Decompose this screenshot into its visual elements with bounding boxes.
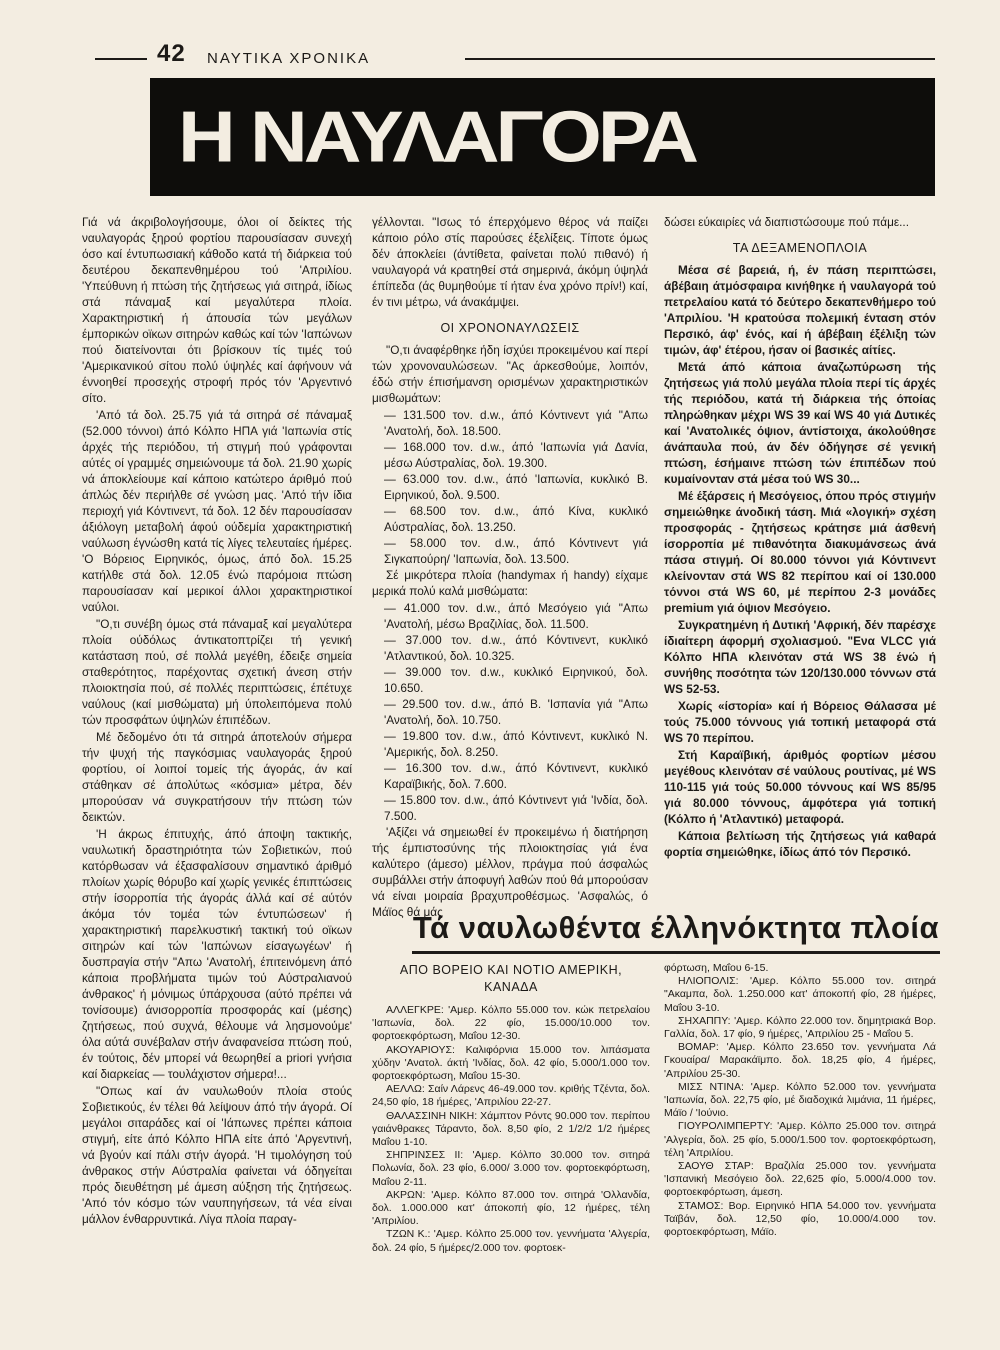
fixture-entry: ΑΛΛΕΓΚΡΕ: 'Αμερ. Κόλπο 55.000 τον. κώκ πετρελαίου 'Ιαπωνία, δολ. 22 φίο, 15.000/10.000 τον. φορτοεκφόρτωση, Μαΐου 12-30. [372, 1004, 650, 1043]
charter-rate-item: — 63.000 τον. d.w., άπό 'Ιαπωνία, κυκλικό Β. Ειρηνικού, δολ. 9.500. [384, 472, 648, 502]
fixture-entry: ΣΑΟΥΘ ΣΤΑΡ: Βραζιλία 25.000 τον. γεννήματα 'Ισπανική Μεσόγειο δολ. 22,625 φίο, 5.000/4.000 τον. φορτοεκφόρτωση, άμεση. [664, 1160, 936, 1199]
article-column-3 [664, 214, 936, 861]
fixture-entry: ΗΛΙΟΠΟΛΙΣ: 'Αμερ. Κόλπο 55.000 τον. σιτηρά "Ακαμπα, δολ. 1.250.000 κατ' άποκοπή φίο, 28 ήμέρες, Μαΐου 3-10. [664, 975, 936, 1014]
paragraph: Γιά νά άκριβολογήσουμε, όλοι οί δείκτες τής ναυλαγοράς ξηρού φορτίου παρουσίασαν συνεχή όσο καί έντυπωσιακή κάθοδο κατά τή διάρκεια τού δευτέρου δεκαπενθημέρου τού 'Απριλίου. 'Υπεύθυνη ή πτώση τής ζητήσεως γιά σιτηρά, ίδίως στά πάναμαξ καί μεγαλύτερα πλοία. Χαρακτηριστική ή άπουσία τών μεγάλων έμπορικών οϊκων σιτηρών καθώς καί τών 'Ιαπώνων πού διατείνονται ότι βρίσκουν τίς τιμές τού 'Αμερικανικού σίτου πολύ ύψηλές καί άφήνουν νά έννοηθεί προσεχής στροφή πρός τόν 'Αργεντινό σίτο. [82, 215, 352, 405]
page-header [95, 40, 935, 72]
charter-rate-item: — 37.000 τον. d.w., άπό Κόντινεντ, κυκλικό 'Ατλαντικού, δολ. 10.325. [384, 633, 648, 663]
charter-rate-item: — 39.000 τον. d.w., κυκλικό Ειρηνικού, δολ. 10.650. [384, 665, 648, 695]
fixtures-heading-block [412, 908, 940, 954]
paragraph: Μέ έξάρσεις ή Μεσόγειος, όπου πρός στιγμήν σημειώθηκε άνοδική τάση. Μιά «λογική» σχέση προσφοράς - ζητήσεως κράτησε μιά άσθενή ίσορροπία μέ πιθανότητα διακυμάνσεως άνά πάσα στιγμή. Οί 80.000 τόννοι γιά Κόντινεντ κλείνονταν στά WS 82 περίπου καί οί 130.000 τόννοι στά WS 60, μέ περίπου 2-3 μονάδες premium γιά όψιον Μεσόγειο. [664, 489, 936, 615]
fixture-entry: ΑΚΡΩΝ: 'Αμερ. Κόλπο 87.000 τον. σιτηρά 'Ολλανδία, δολ. 1.000.000 κατ' άποκοπή φίο, 12 ήμέρες, τέλη 'Απριλίου. [372, 1188, 650, 1228]
paragraph: 'Η άκρως έπιτυχής, άπό άποψη τακτικής, ναυλωτική δραστηριότητα τών Σοβιετικών, πού κατόρθωσαν νά έξασφαλίσουν σημαντικό άριθμό πλοίων χωρίς θόρυβο καί χωρίς γενικές έπιπτώσεις στήν ίσορροπία τής άγοράς άλλά καί σέ αύτόν άκόμα τόν τομέα τών έντυπώσεων' ή χαρακτηριστική παρελκυστική τακτική τού οϊκων σιτηρών καί τών 'Ιαπώνων είσαγωγέων' ή δυσπραγία στήν "Απω 'Ανατολή, έπιτεινόμενη άπό κάποια προβλήματα τιμών τού Αύστραλιανού άνθρακος' ή μόνιμως ύπάρχουσα (αύτό πρέπει νά τονίσουμε) άνισορροπία προσφοράς καί (μέσης) ζητήσεως, πού συχνά, θέλουμε νά λησμονούμε' όλα αύτά συνέβαλαν στήν άναφανείσα πτώση πού, έν τούτοις, δέν μπορεί νά θεωρηθεί a priori γνήσια καί διαρκείας — τουλάχιστον σήμερα!... [82, 827, 352, 1081]
section-heading-time-charters: ΟΙ ΧΡΟΝΟΝΑΥΛΩΣΕΙΣ [440, 321, 580, 335]
page-number: 42 [157, 40, 186, 67]
fixture-entry: ΜΙΣΣ ΝΤΙΝΑ: 'Αμερ. Κόλπο 52.000 τον. γεννήματα 'Ιαπωνία, δολ. 22,75 φίο, μέ διαδοχικά λιμάνια, 11 ήμέρες, Μάϊο / 'Ιούνιο. [664, 1080, 936, 1120]
fixtures-column-left [372, 962, 650, 1255]
paragraph: "Ο,τι συνέβη όμως στά πάναμαξ καί μεγαλύτερα πλοία ούδόλως άντικατοπτρίζει τή γενική κατάσταση πού, σέ πολλά μεγέθη, έδειξε σημεία σταθερότητος, παρέχοντας σχετική άνεση στήν πλοιοκτησία πού, σέ πολλές περιπτώσεις, έπέτυχε ναύλους (καί μισθώματα) μή ύπολειπόμενα πολύ τών προσφάτων ύψηλών έπιπέδων. [82, 617, 352, 727]
fixture-entry: ΓΙΟΥΡΟΛΙΜΠΕΡΤΥ: 'Αμερ. Κόλπο 25.000 τον. σιτηρά 'Αλγερία, δολ. 25 φίο, 5.000/1.500 τον. φορτοεκφόρτωση, τέλη 'Απριλίου. [664, 1120, 936, 1159]
article-column-1 [82, 214, 352, 1228]
title-banner [150, 78, 935, 196]
magazine-title: ΝΑΥΤΙΚΑ ΧΡΟΝΙΚΑ [207, 50, 371, 67]
charter-rate-item: — 131.500 τον. d.w., άπό Κόντινεντ γιά "Απω 'Ανατολή, δολ. 18.500. [384, 408, 648, 438]
paragraph: 'Από τά δολ. 25.75 γιά τά σιτηρά σέ πάναμαξ (52.000 τόννοι) άπό Κόλπο ΗΠΑ γιά 'Ιαπωνία στίς άρχές τής περιόδου, τή στιγμή πού γράφονται αύτές οί γραμμές σημειώνουμε τά δολ. 21.90 χωρίς νά άποκλείουμε καί κάποιο κατώτερο άριθμό πού άπλώς δέν περιήλθε σέ γνώση μας. 'Από τήν ίδια περιοχή γιά Κόντινεντ, τά δολ. 12 δέν παρουσίασαν άξιόλογη μεταβολή άφού ούδεμία χαρακτηριστική ναύλωση έγνώσθη κατά τίς λίγες τελευταίες ήμέρες. 'Ο Βόρειος Ειρηνικός, όμως, άπό δολ. 15.25 κατήλθε στά δολ. 12.05 ένώ παρόμοια πτώση παρουσίασαν καί μερικοί άλλοι χαρακτηριστικοί ναύλοι. [82, 408, 352, 614]
fixtures-heading: Τά ναυλωθέντα έλληνόκτητα πλοία [412, 910, 940, 945]
paragraph: Μέ δεδομένο ότι τά σιτηρά άποτελούν σήμερα τήν ψυχή τής παγκόσμιας ναυλαγοράς ξηρού φορτίου, οί λοιποί τομείς τής άγοράς, άν καί στάθηκαν σέ άπολύτως «κόσμια» μέτρα, δέν μπορούσαν νά συγκρατήσουν τήν πτώση τών δεικτών. [82, 730, 352, 824]
fixture-entry: ΒΟΜΑΡ: 'Αμερ. Κόλπο 23.650 τον. γεννήματα Λά Γκουαίρα/ Μαρακάϊμπο. δολ. 18,25 φίο, 4 ήμέρες, 'Απριλίου 25-30. [664, 1041, 936, 1080]
fixtures-column-right [664, 962, 936, 1239]
charter-rate-item: — 58.000 τον. d.w., άπό Κόντινεντ γιά Σιγκαπούρη/ 'Ιαπωνία, δολ. 13.500. [384, 536, 648, 566]
charter-rate-item: — 29.500 τον. d.w., άπό Β. 'Ισπανία γιά "Απω 'Ανατολή, δολ. 10.750. [384, 697, 648, 727]
paragraph: Χωρίς «ίστορία» καί ή Βόρειος Θάλασσα μέ τούς 75.000 τόννους γιά τοπική μεταφορά στά WS 70 περίπου. [664, 699, 936, 745]
section-heading-tankers: ΤΑ ΔΕΞΑΜΕΝΟΠΛΟΙΑ [732, 241, 868, 255]
paragraph: 'Αξίζει νά σημειωθεί έν προκειμένω ή διατήρηση τής έμπιστοσύνης τής πλοιοκτησίας γιά ένα καλύτερο (άμεσο) μέλλον, πράγμα πού άσφαλώς συμβάλλει στήν άποφυγή λαθών πού θά μπορούσαν νά είναι μοιραία βραχυπροθέσμως. 'Ασφαλώς, ό Μάϊος θά μάς [372, 825, 648, 919]
paragraph: Σέ μικρότερα πλοία (handymax ή handy) είχαμε μερικά πολύ καλά μισθώματα: [372, 568, 648, 598]
paragraph: γέλλονται. "Ισως τό έπερχόμενο θέρος νά παίζει κάποιο ρόλο στίς παρούσες έξελίξεις. Τίποτε όμως δέν άποκλείει (άντίθετα, φαίνεται πολύ πιθανό) ή ναυλαγορά νά κρατηθεί στά σημερινά, άκόμη ύψηλά έπίπεδα (άς θυμηθούμε τί ήταν ένα χρόνο πρίν!) καί, έν τινι μέτρω, νά άνακάμψει. [372, 215, 648, 309]
charter-rate-item: — 168.000 τον. d.w., άπό 'Ιαπωνία γιά Δανία, μέσω Αύστραλίας, δολ. 19.300. [384, 440, 648, 470]
charter-rate-item: — 19.800 τον. d.w., άπό Κόντινεντ, κυκλικό Ν. 'Αμερικής, δολ. 8.250. [384, 729, 648, 759]
charter-rate-item: — 16.300 τον. d.w., άπό Κόντινεντ, κυκλικό Καραϊβικής, δολ. 7.600. [384, 761, 648, 791]
paragraph: "Ο,τι άναφέρθηκε ήδη ίσχύει προκειμένου καί περί τών χρονοναυλώσεων. "Ας άρκεσθούμε, λοιπόν, έδώ στήν έπισήμανση ορισμένων χαρακτηριστικών μισθωμάτων: [372, 343, 648, 405]
charter-rate-item: — 41.000 τον. d.w., άπό Μεσόγειο γιά "Απω 'Ανατολή, μέσω Βραζιλίας, δολ. 11.500. [384, 601, 648, 631]
fixture-entry: ΤΖΩΝ Κ.: 'Αμερ. Κόλπο 25.000 τον. γεννήματα 'Αλγερία, δολ. 24 φίο, 5 ήμέρες/2.000 τον. φορτοεκ- [372, 1228, 650, 1254]
fixture-entry: ΘΑΛΑΣΣΙΝΗ ΝΙΚΗ: Χάμπτον Ρόντς 90.000 τον. περίπου γαιάνθρακες Τάραντο, δολ. 8,50 φίο, 2 1/2/2 1/2 ήμέρες Μαΐου 1-10. [372, 1109, 650, 1149]
fixture-entry: ΑΕΛΛΩ: Σαίν Λάρενς 46-49.000 τον. κριθής Τζέντα, δολ. 24,50 φίο, 18 ήμέρες, 'Απριλίου 22-27. [372, 1083, 650, 1109]
fixture-entry: ΑΚΟΥΑΡΙΟΥΣ: Καλιφόρνια 15.000 τον. λιπάσματα χύδην 'Ανατολ. άκτή 'Ινδίας, δολ. 42 φίο, 5.000/1.000 τον. φορτοεκφόρτωση, Μαΐου 15-30. [372, 1043, 650, 1083]
article-title: Η ΝΑΥΛΑΓΟΡΑ [178, 96, 696, 177]
paragraph: Στή Καραϊβική, άριθμός φορτίων μέσου μεγέθους κλεινόταν σέ ναύλους ρουτίνας, μέ WS 110-115 γιά τούς 50.000 τόννους καί WS 85/95 γιά 80.000 τόννους, άμφότερα γιά τοπική (Κόλπο ή 'Ατλαντικό) μεταφορά. [664, 748, 936, 826]
heading-underline [412, 951, 940, 954]
fixture-entry: φόρτωση, Μαΐου 6-15. [664, 962, 769, 974]
paragraph: Συγκρατημένη ή Δυτική 'Αφρική, δέν παρέσχε ίδιαίτερη άφορμή σχολιασμού. "Ενα VLCC γιά Κόλπο ΗΠΑ κλεινόταν στά WS 38 ένώ ή συνήθης ποσότητα τών 120/130.000 τόννων στά WS 52-53. [664, 618, 936, 696]
header-rule-right [465, 58, 935, 60]
paragraph: Μετά άπό κάποια άναζωπύρωση τής ζητήσεως γιά πολύ μεγάλα πλοία περί τίς άρχές τής περιόδου, κατά τή διάρκεια τής όποίας πληρώθηκαν μέχρι WS 39 καί WS 40 γιά Δυτικές καί 'Ανατολικές όψιον, άντίστοιχα, άκολούθησε άνάπαυλα πού, άν δέν όδήγησε σέ γενική πτώση, έσήμαινε πτώση τών έπιπέδων πού κυμαίνονταν στά μέσα τού WS 30... [664, 360, 936, 486]
paragraph: Κάποια βελτίωση τής ζητήσεως γιά καθαρά φορτία σημειώθηκε, ίδίως άπό τόν Περσικό. [664, 829, 936, 859]
charter-rate-item: — 68.500 τον. d.w., άπό Κίνα, κυκλικό Αύστραλίας, δολ. 13.250. [384, 504, 648, 534]
region-heading: ΑΠΟ ΒΟΡΕΙΟ ΚΑΙ ΝΟΤΙΟ ΑΜΕΡΙΚΗ, ΚΑΝΑΔΑ [399, 963, 623, 994]
charter-rate-item: — 15.800 τον. d.w., άπό Κόντινεντ γιά 'Ινδία, δολ. 7.500. [384, 793, 648, 823]
header-rule-left [95, 58, 147, 60]
paragraph: "Οπως καί άν ναυλωθούν πλοία στούς Σοβιετικούς, έν τέλει θά λείψουν άπό τήν άγορά. Οί μεγάλοι σιταράδες καί οί 'Ιάπωνες πρέπει κάποια στιγμή, είτε άπό Κόλπο ΗΠΑ είτε άπό 'Αργεντινή, νά βγούν καί πάλι στήν άγορά. 'Η τιμολόγηση τού άνθρακος στήν Αύστραλία φαίνεται νά όδηγείται πρός διευθέτηση μέ άμεση αύξηση τής ζητήσεως. 'Από τόν κόσμο τών ναυπηγήσεων, τά νέα είναι μάλλον ένθαρρυντικά. Λίγα πλοία παραγ- [82, 1084, 352, 1226]
fixture-entry: ΣΤΑΜΟΣ: Βορ. Ειρηνικό ΗΠΑ 54.000 τον. γεννήματα Ταϊβάν, δολ. 12,50 φίο, 10.000/4.000 τον. φορτοεκφόρτωση, Μάϊο. [664, 1199, 936, 1239]
fixture-entry: ΣΗΧΑΠΠΥ: 'Αμερ. Κόλπο 22.000 τον. δημητριακά Βορ. Γαλλία, δολ. 17 φίο, 9 ήμέρες, 'Απριλίου 25 - Μαΐου 5. [664, 1014, 936, 1041]
paragraph: Μέσα σέ βαρειά, ή, έν πάση περιπτώσει, άβέβαιη άτμόσφαιρα κινήθηκε ή ναυλαγορά τού πετρελαίου κατά τό δεύτερο δεκαπενθήμερο τού 'Απριλίου. 'Η κρατούσα πολεμική ένταση στόν Περσικό, άφ' ένός, καί ή άβέβαιη έξέλιξη τών τιμών, άφ' έτέρου, ήσαν οί βασικές αίτίες. [664, 263, 936, 357]
fixture-entry: ΣΗΠΡΙΝΣΕΣ ΙΙ: 'Αμερ. Κόλπο 30.000 τον. σιτηρά Πολωνία, δολ. 23 φίο, 6.000/ 3.000 τον. φορτοεκφόρτωση, Μαΐου 2-11. [372, 1149, 650, 1188]
paragraph: δώσει εύκαιρίες νά διαπιστώσουμε πού πάμε... [664, 215, 909, 229]
article-column-2 [372, 214, 648, 921]
